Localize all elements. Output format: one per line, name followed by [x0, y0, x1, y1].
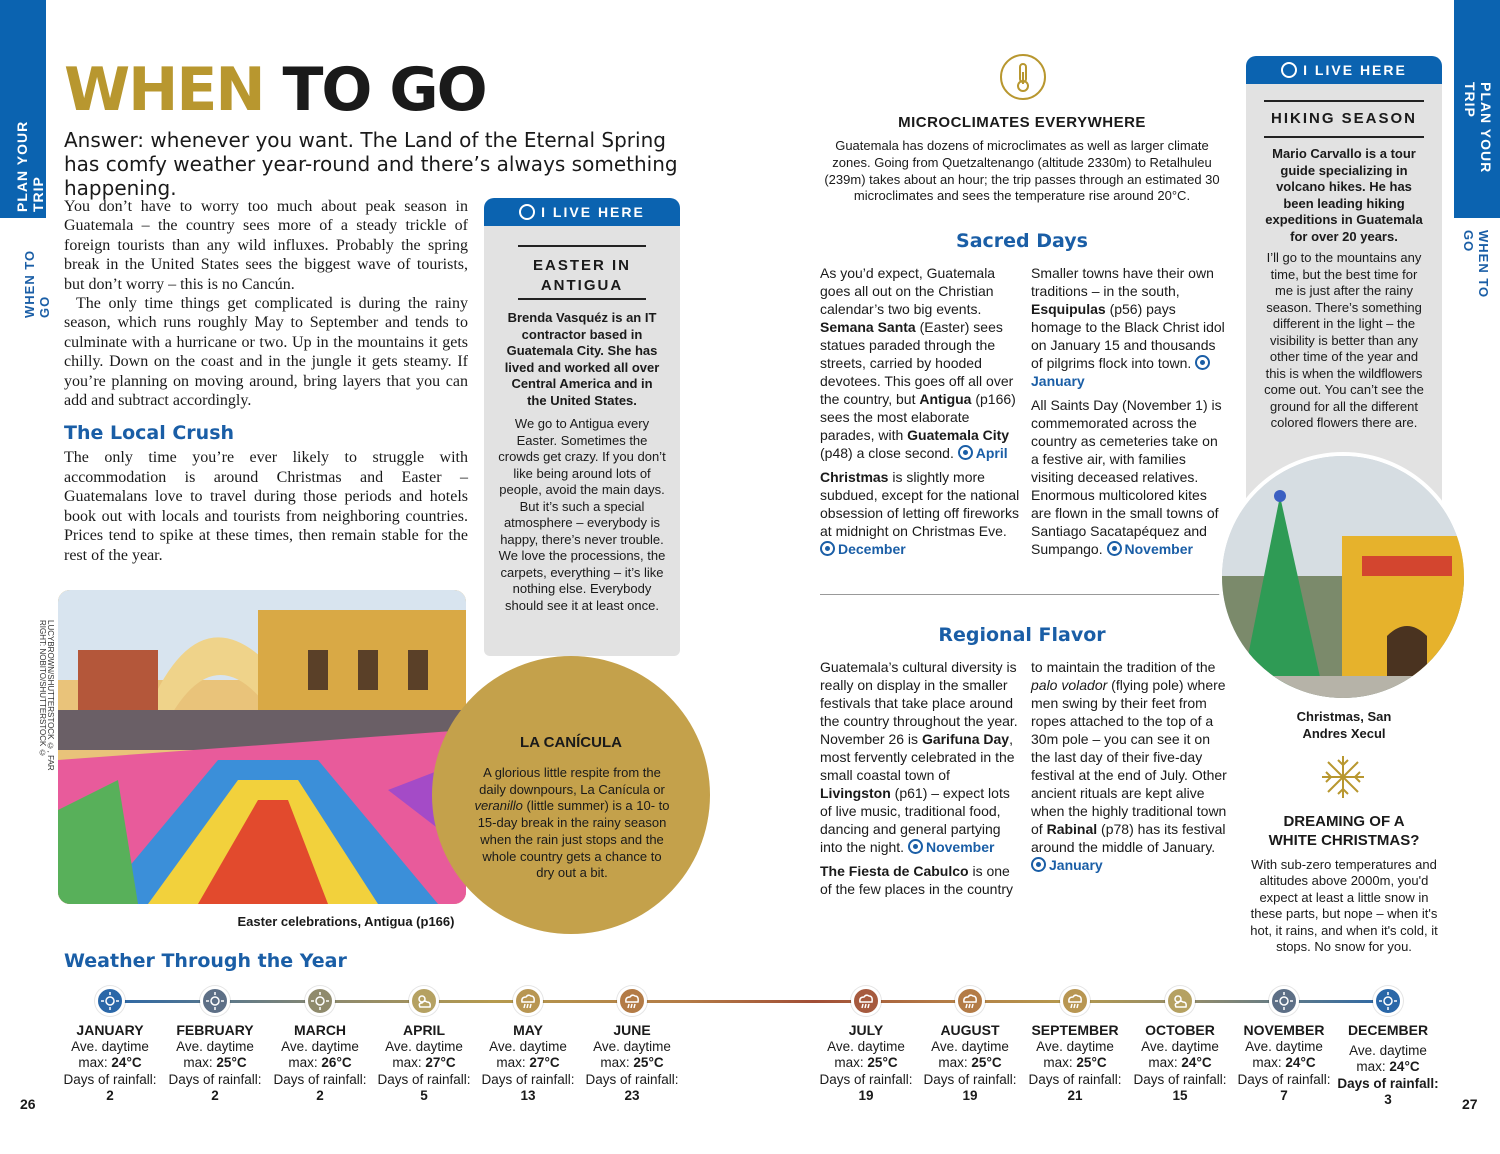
rain-label: Days of rainfall: — [481, 1071, 575, 1087]
weather-month-june — [577, 1022, 687, 1105]
live-here-bio-2: Mario Carvallo is a tour guide specializing in volcano hikes. He has been leading hiking expeditions in Guatemala for over 20 years. — [1265, 146, 1423, 244]
regional-col-1 — [820, 658, 1020, 898]
live-here-header-1-label: I LIVE HERE — [541, 204, 645, 220]
max-temp: max: 27°C — [496, 1055, 560, 1070]
sacred-c1-para2: Christmas is slightly more subdued, except for the national obsession of letting off fireworks at midnight on Christmas Eve. December — [820, 469, 1020, 557]
body-paragraph-3: The only time you’re ever likely to struggle with accommodation is around Christmas and Easter – Guatemalans love to travel during those periods and hotels book out with locals and tourists from neighboring countries. Prices tend to spike at these times, then remain stable for the rest of the year. — [64, 449, 468, 564]
body-paragraph-2: The only time things get complicated is during the rainy season, which runs roughly May to September and tends to culminate with a hurricane or two. Up in the mountains it gets chilly. Down on the coast and in the jungle it gets steamy. If you’re planning on moving around, bring layers that you can add and subtract accordingly. — [64, 295, 468, 410]
rain-days: 2 — [106, 1088, 114, 1103]
ave-label: Ave. daytime — [593, 1038, 671, 1054]
rain-days: 19 — [858, 1088, 874, 1103]
rain-days: 19 — [962, 1088, 978, 1103]
weather-month-november — [1229, 1022, 1339, 1105]
canicula-text-b: (little summer) is a 10- to 15-day break in the rainy season when the rain just stops and the whole country gets a chance to dry out a bit. — [477, 798, 670, 881]
rain-days: 13 — [520, 1088, 536, 1103]
live-here-bio-1: Brenda Vasquéz is an IT contractor based in Guatemala City. She has lived and worked all over Central America and in the United States. — [504, 310, 660, 408]
page-number-right: 27 — [1462, 1096, 1478, 1112]
partly-cloudy-icon — [1165, 986, 1195, 1016]
rain-label: Days of rainfall: — [585, 1071, 679, 1087]
ave-label: Ave. daytime — [489, 1038, 567, 1054]
max-temp: max: 25°C — [600, 1055, 664, 1070]
month-tag-december: December — [820, 541, 906, 557]
rain-icon — [955, 986, 985, 1016]
live-box-rule-bottom — [518, 298, 646, 300]
regional-col-2 — [1031, 658, 1227, 874]
month-tag-april: April — [958, 445, 1008, 461]
rain-label: Days of rainfall: — [1028, 1071, 1122, 1087]
month-name: MAY — [513, 1022, 543, 1038]
canicula-text-a: A glorious little respite from the daily downpours, La Canícula or — [479, 765, 665, 797]
ave-label: Ave. daytime — [1349, 1042, 1427, 1058]
calendar-icon — [1031, 857, 1046, 872]
weather-month-april — [369, 1022, 479, 1105]
ave-label: Ave. daytime — [1245, 1038, 1323, 1054]
live-here-title-1: EASTER IN ANTIGUA — [532, 257, 631, 294]
ave-label: Ave. daytime — [71, 1038, 149, 1054]
live-here-box-1 — [484, 226, 680, 656]
micro-title: MICROCLIMATES EVERYWHERE — [898, 114, 1146, 131]
live-here-header-1 — [484, 198, 680, 226]
month-tag-november-2: November — [908, 839, 994, 855]
live-box2-rule-top — [1264, 100, 1424, 102]
rain-label: Days of rainfall: — [63, 1071, 157, 1087]
rain-days: 5 — [420, 1088, 428, 1103]
max-temp: max: 27°C — [392, 1055, 456, 1070]
photo1-caption: Easter celebrations, Antigua (p166) — [237, 914, 455, 929]
white-christmas-text: With sub-zero temperatures and altitudes above 2000m, you'd expect at least a little snow in these parts, but nope – when it's hot, it rains, and when it's cold, it stops. No snow for you. — [1250, 857, 1438, 955]
side-tab-right-sub: WHEN TO GO — [1461, 230, 1491, 299]
side-tab-right-label: PLAN YOUR TRIP — [1462, 82, 1494, 174]
weather-month-may — [473, 1022, 583, 1105]
sun-icon — [200, 986, 230, 1016]
max-temp: max: 25°C — [938, 1055, 1002, 1070]
month-tag-january-2: January — [1031, 857, 1103, 873]
regional-heading: Regional Flavor — [938, 624, 1106, 646]
month-name: APRIL — [403, 1022, 445, 1038]
sacred-days-heading: Sacred Days — [956, 230, 1088, 252]
ave-label: Ave. daytime — [385, 1038, 463, 1054]
photo-credit: LUCYBROWN/SHUTTERSTOCK ©, FAR RIGHT: NOBITO/SHUTTERSTOCK © — [38, 620, 55, 771]
sacred-col-2 — [1031, 264, 1227, 558]
weather-month-march — [265, 1022, 375, 1105]
rain-days: 7 — [1280, 1088, 1288, 1103]
live-box-rule-top — [518, 245, 646, 247]
weather-month-august — [915, 1022, 1025, 1105]
rain-icon — [851, 986, 881, 1016]
max-temp: max: 25°C — [183, 1055, 247, 1070]
calendar-icon — [1195, 355, 1210, 370]
rain-icon — [513, 986, 543, 1016]
weather-timeline — [110, 1000, 1390, 1003]
live-here-header-2 — [1246, 56, 1442, 84]
month-name: JULY — [848, 1022, 884, 1038]
weather-month-february — [160, 1022, 270, 1105]
regional-c2-para1: to maintain the tradition of the palo volador (flying pole) where men swing by their feet from ropes attached to the top of a 30m pole – you can see it on the last day of their five-day festival at the end of July. Other ancient rituals are kept alive when the highly traditional town of Rabinal (p78) has its festival around the middle of January. January — [1031, 659, 1227, 873]
calendar-icon — [1107, 541, 1122, 556]
weather-month-july — [811, 1022, 921, 1105]
thermometer-icon — [1000, 54, 1046, 100]
max-temp: max: 25°C — [1043, 1055, 1107, 1070]
body-column — [64, 197, 468, 565]
month-name: SEPTEMBER — [1031, 1022, 1119, 1038]
month-name: MARCH — [293, 1022, 347, 1038]
page-title-part2: TO GO — [263, 55, 486, 125]
side-tab-left-sub: WHEN TO GO — [22, 249, 52, 318]
calendar-icon — [908, 839, 923, 854]
calendar-icon — [820, 541, 835, 556]
sacred-c1-para1: As you’d expect, Guatemala goes all out on the Christian calendar’s two big events. Semana Santa (Easter) sees statues paraded through the streets, carried by hooded devotees. This goes off all over the country, but Antigua (p166) sees the most elaborate parades, with Guatemala City (p48) a close second. April — [820, 265, 1016, 461]
rain-label: Days of rainfall: — [819, 1071, 913, 1087]
max-temp: max: 26°C — [288, 1055, 352, 1070]
rain-days: 21 — [1067, 1088, 1083, 1103]
max-temp: max: 24°C — [1148, 1055, 1212, 1070]
ave-label: Ave. daytime — [176, 1038, 254, 1054]
live-here-text-2: I’ll go to the mountains any time, but the best time for me is just after the rainy season. There’s something different in the light – the visibility is better than any other time of the year and this is when the wildflowers come out. You can’t see the ground for all the different colored flowers there are. — [1264, 250, 1424, 430]
live-here-icon — [1281, 62, 1297, 78]
ave-label: Ave. daytime — [281, 1038, 359, 1054]
weather-heading: Weather Through the Year — [64, 950, 347, 972]
live-here-header-2-label: I LIVE HERE — [1303, 62, 1407, 78]
ave-label: Ave. daytime — [1141, 1038, 1219, 1054]
page-number-left: 26 — [20, 1096, 36, 1112]
max-temp: max: 24°C — [1356, 1059, 1420, 1074]
micro-text: Guatemala has dozens of microclimates as well as larger climate zones. Going from Quetzaltenango (altitude 2330m) to Retalhuleu (239m) takes about an hour; the trip passes through an estimated 30 microclimates and sees the temperature rise around 20°C. — [824, 138, 1220, 204]
max-temp: max: 25°C — [834, 1055, 898, 1070]
rain-days: 3 — [1384, 1092, 1392, 1107]
weather-month-december — [1333, 1022, 1443, 1109]
sun-icon — [1373, 986, 1403, 1016]
rain-label: Days of rainfall: — [377, 1071, 471, 1087]
ave-label: Ave. daytime — [827, 1038, 905, 1054]
partly-cloudy-icon — [409, 986, 439, 1016]
month-name: OCTOBER — [1145, 1022, 1215, 1038]
sun-icon — [1269, 986, 1299, 1016]
ave-label: Ave. daytime — [1036, 1038, 1114, 1054]
photo2-caption: Christmas, San Andres Xecul — [1296, 709, 1392, 741]
canicula-title: LA CANÍCULA — [520, 734, 622, 751]
sacred-c2-para1: Smaller towns have their own traditions – in the south, Esquipulas (p56) pays homage to the Black Christ idol on January 15 and thousands of pilgrims flock into town. January — [1031, 265, 1225, 389]
rain-icon — [1060, 986, 1090, 1016]
intro-text: Answer: whenever you want. The Land of the Eternal Spring has comfy weather year-round and there’s always something happening. — [64, 128, 678, 200]
month-name: JANUARY — [76, 1022, 144, 1038]
rain-days: 15 — [1172, 1088, 1188, 1103]
section-divider — [820, 594, 1224, 595]
month-name: FEBRUARY — [176, 1022, 254, 1038]
ave-label: Ave. daytime — [931, 1038, 1009, 1054]
regional-c1-para1: Guatemala’s cultural diversity is really on display in the smaller festivals that take place around the country throughout the year. November 26 is Garifuna Day, most fervently celebrated in the small coastal town of Livingston (p61) – expect lots of live music, traditional food, dancing and general partying into the night. November — [820, 659, 1018, 855]
weather-month-october — [1125, 1022, 1235, 1105]
month-name: NOVEMBER — [1243, 1022, 1325, 1038]
page-title-part1: WHEN — [64, 55, 264, 125]
live-here-title-2: HIKING SEASON — [1270, 110, 1417, 127]
canicula-text — [474, 765, 670, 882]
rain-icon — [617, 986, 647, 1016]
rain-days: Days of rainfall: — [1337, 1075, 1439, 1091]
month-tag-november: November — [1107, 541, 1193, 557]
regional-c1-para2: The Fiesta de Cabulco is one of the few places in the country — [820, 863, 1013, 897]
rain-label: Days of rainfall: — [273, 1071, 367, 1087]
white-christmas-title: DREAMING OF A WHITE CHRISTMAS? — [1268, 813, 1420, 849]
rain-days: 23 — [624, 1088, 640, 1103]
weather-month-january — [55, 1022, 165, 1105]
month-name: AUGUST — [940, 1022, 1000, 1038]
snowflake-icon — [1320, 754, 1366, 800]
live-here-box-2 — [1246, 84, 1442, 504]
rain-label: Days of rainfall: — [1133, 1071, 1227, 1087]
live-box2-rule-bottom — [1264, 136, 1424, 138]
max-temp: max: 24°C — [1252, 1055, 1316, 1070]
month-tag-january: January — [1031, 355, 1213, 389]
canicula-text-em: veranillo — [474, 798, 523, 814]
easter-photo — [58, 590, 466, 904]
calendar-icon — [958, 445, 973, 460]
month-name: DECEMBER — [1347, 1022, 1429, 1038]
side-tab-left-label: PLAN YOUR TRIP — [14, 120, 46, 212]
rain-days: 2 — [211, 1088, 219, 1103]
local-crush-heading: The Local Crush — [64, 422, 235, 445]
sacred-c2-para2: All Saints Day (November 1) is commemorated across the country as cemeteries take on a festive air, with families visiting deceased relatives. Enormous multicolored kites are flown in the small towns of Santiago Sacatapéquez and Sumpango. November — [1031, 397, 1222, 557]
body-paragraph-1: You don’t have to worry too much about peak season in Guatemala – the country sees more of a steady trickle of foreign tourists than any wild influxes. Probably the spring break in the United States sees the biggest wave of tourists, but don’t worry – this is no Cancún. — [64, 198, 468, 293]
sacred-col-1 — [820, 264, 1020, 558]
month-name: JUNE — [613, 1022, 651, 1038]
weather-month-september — [1020, 1022, 1130, 1105]
rain-label: Days of rainfall: — [923, 1071, 1017, 1087]
rain-days: 2 — [316, 1088, 324, 1103]
christmas-photo — [1218, 452, 1468, 702]
live-here-text-1: We go to Antigua every Easter. Sometimes the crowds get crazy. If you don’t like being around lots of people, avoid the main days. But it’s such a special atmosphere – everybody is happy, there’s never trouble. We love the processions, the carpets, everything – it’s like nothing else. Everybody should see it at least once. — [498, 416, 666, 613]
rain-label: Days of rainfall: — [1237, 1071, 1331, 1087]
rain-label: Days of rainfall: — [168, 1071, 262, 1087]
max-temp: max: 24°C — [78, 1055, 142, 1070]
sun-icon — [95, 986, 125, 1016]
sun-icon — [305, 986, 335, 1016]
page-title — [64, 55, 486, 125]
live-here-icon — [519, 204, 535, 220]
